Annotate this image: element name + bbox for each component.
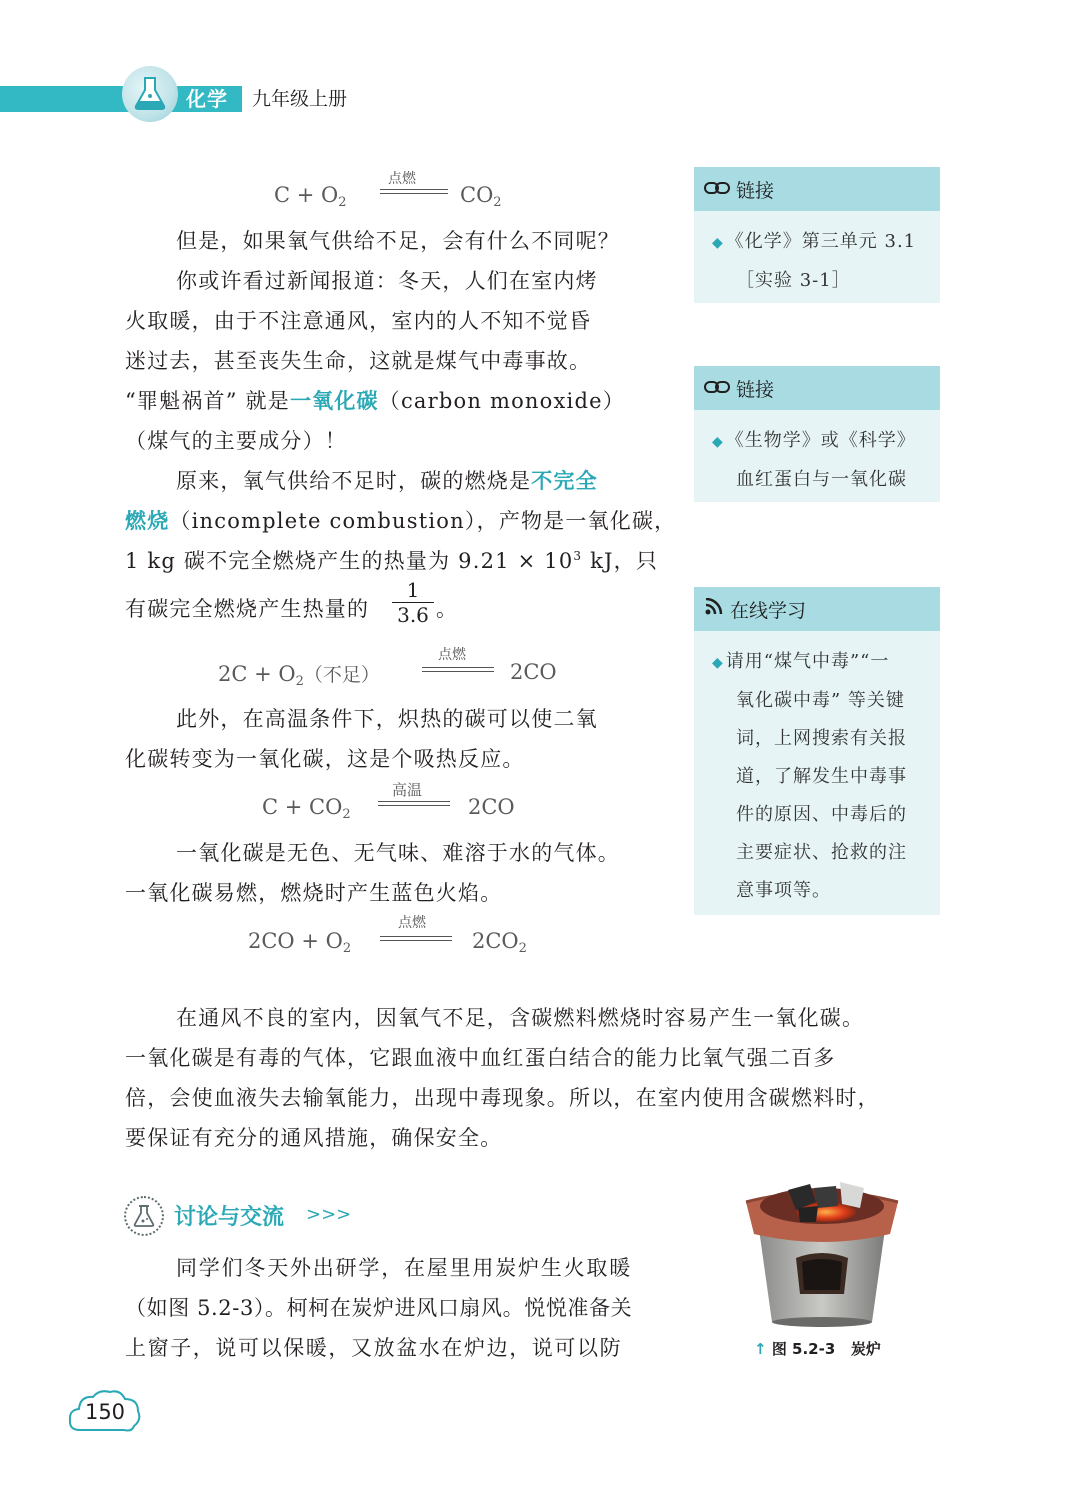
sidebar-link[interactable]: 《化学》第三单元 3.1 <box>725 231 917 252</box>
equation-2-lhs: $2C + O_2$（不足） <box>218 662 380 689</box>
body-line: 1 kg 碳不完全燃烧产生的热量为 $9.21 \times 10^3$ kJ，只 <box>125 549 659 573</box>
flask-logo-icon <box>122 66 178 122</box>
body-line: 一氧化碳易燃，燃烧时产生蓝色火焰。 <box>125 881 503 905</box>
body-line: 火取暖，由于不注意通风，室内的人不知不觉昏 <box>125 309 592 333</box>
body-line: （煤气的主要成分）！ <box>125 429 347 453</box>
equation-2-rhs: 2CO <box>510 660 557 684</box>
sidebar-link[interactable]: ［实验 3-1］ <box>736 270 851 291</box>
body-line: 此外，在高温条件下，炽热的碳可以使二氧 <box>176 707 598 731</box>
sidebar-link[interactable]: 《生物学》或《科学》 <box>725 430 916 451</box>
equation-3-condition: 高温 <box>392 781 423 799</box>
sidebar-header: 链接 <box>694 167 940 211</box>
term-incomplete-combustion: 不完全 <box>531 469 598 493</box>
discussion-flask-icon <box>124 1196 164 1236</box>
discussion-line: 上窗子，说可以保暖，又放盆水在炉边，说可以防 <box>125 1336 623 1360</box>
discussion-line: （如图 5.2-3）。柯柯在炭炉进风口扇风。悦悦准备关 <box>125 1296 633 1320</box>
sidebar-online-learning-box <box>694 587 940 915</box>
sidebar-body <box>694 211 940 310</box>
term-carbon-monoxide: 一氧化碳 <box>289 389 379 413</box>
link-icon <box>704 379 730 398</box>
body-line: 原来，氧气供给不足时，碳的燃烧是不完全 <box>176 469 598 493</box>
diamond-bullet-icon: ◆ <box>712 655 724 671</box>
link-icon <box>704 180 730 199</box>
discussion-arrows: >>> <box>306 1204 352 1225</box>
equation-4-lhs: $2CO + O_2$ <box>248 929 352 956</box>
discussion-line: 同学们冬天外出研学，在屋里用炭炉生火取暖 <box>176 1256 632 1280</box>
equation-1-rhs: $CO_2$ <box>460 183 502 210</box>
figure-caption: ↑ 图 5.2-3 炭炉 <box>754 1340 881 1358</box>
equation-4-rhs: $2CO_2$ <box>472 929 527 956</box>
header-subject: 化学 <box>186 87 228 111</box>
equation-1-condition: 点燃 <box>388 171 416 187</box>
header-grade: 九年级上册 <box>252 88 348 110</box>
body-line: 一氧化碳是有毒的气体，它跟血液中血红蛋白结合的能力比氧气强二百多 <box>125 1046 836 1070</box>
body-line: 化碳转变为一氧化碳，这是个吸热反应。 <box>125 747 525 771</box>
body-line: 要保证有充分的通风措施，确保安全。 <box>125 1126 503 1150</box>
caption-arrow-icon: ↑ <box>754 1340 767 1358</box>
sidebar-header: 在线学习 <box>694 587 940 631</box>
sidebar-body: ◆ 请用“煤气中毒”“一 氧化碳中毒” 等关键 词，上网搜索有关报 道，了解发生中毒事 件的原因、中毒后的 主要症状、抢救的注 意事项等。 <box>712 651 907 901</box>
equation-2-equals <box>422 667 494 672</box>
body-line: 燃烧（incomplete combustion），产物是一氧化碳， <box>125 509 677 533</box>
body-line-end: 。 <box>436 597 459 621</box>
body-line: 有碳完全燃烧产生热量的 <box>125 597 370 621</box>
sidebar-body <box>694 410 940 509</box>
fraction: 1 3.6 <box>392 578 434 627</box>
body-line: “罪魁祸首” 就是一氧化碳（carbon monoxide） <box>125 389 625 413</box>
body-line: 但是，如果氧气供给不足，会有什么不同呢？ <box>176 229 620 253</box>
sidebar-link-box-2 <box>694 366 940 502</box>
equation-3-equals <box>378 801 450 806</box>
equation-1-equals <box>380 189 448 194</box>
page-number: 150 <box>84 1400 126 1424</box>
charcoal-stove-image <box>740 1162 904 1328</box>
diamond-bullet-icon: ◆ <box>712 434 724 450</box>
equation-4-equals <box>380 936 452 941</box>
sidebar-header: 链接 <box>694 366 940 410</box>
equation-1-lhs: $C + O_2$ <box>274 183 347 210</box>
equation-3-rhs: 2CO <box>468 795 515 819</box>
sidebar-link-box-1 <box>694 167 940 303</box>
equation-2-condition: 点燃 <box>438 647 466 663</box>
term-incomplete-combustion-cont: 燃烧 <box>125 509 170 533</box>
body-line: 倍，会使血液失去输氧能力，出现中毒现象。所以，在室内使用含碳燃料时， <box>125 1086 880 1110</box>
discussion-title: 讨论与交流 <box>174 1205 285 1230</box>
equation-4-condition: 点燃 <box>398 915 426 931</box>
equation-3-lhs: $C + CO_2$ <box>262 795 351 822</box>
sidebar-link[interactable]: 血红蛋白与一氧化碳 <box>736 469 907 490</box>
body-line: 在通风不良的室内，因氧气不足，含碳燃料燃烧时容易产生一氧化碳。 <box>176 1006 865 1030</box>
body-line: 迷过去，甚至丧失生命，这就是煤气中毒事故。 <box>125 349 592 373</box>
body-line: 一氧化碳是无色、无气味、难溶于水的气体。 <box>176 841 620 865</box>
diamond-bullet-icon: ◆ <box>712 235 724 251</box>
body-line: 你或许看过新闻报道：冬天，人们在室内烤 <box>176 269 598 293</box>
rss-icon <box>704 598 724 620</box>
